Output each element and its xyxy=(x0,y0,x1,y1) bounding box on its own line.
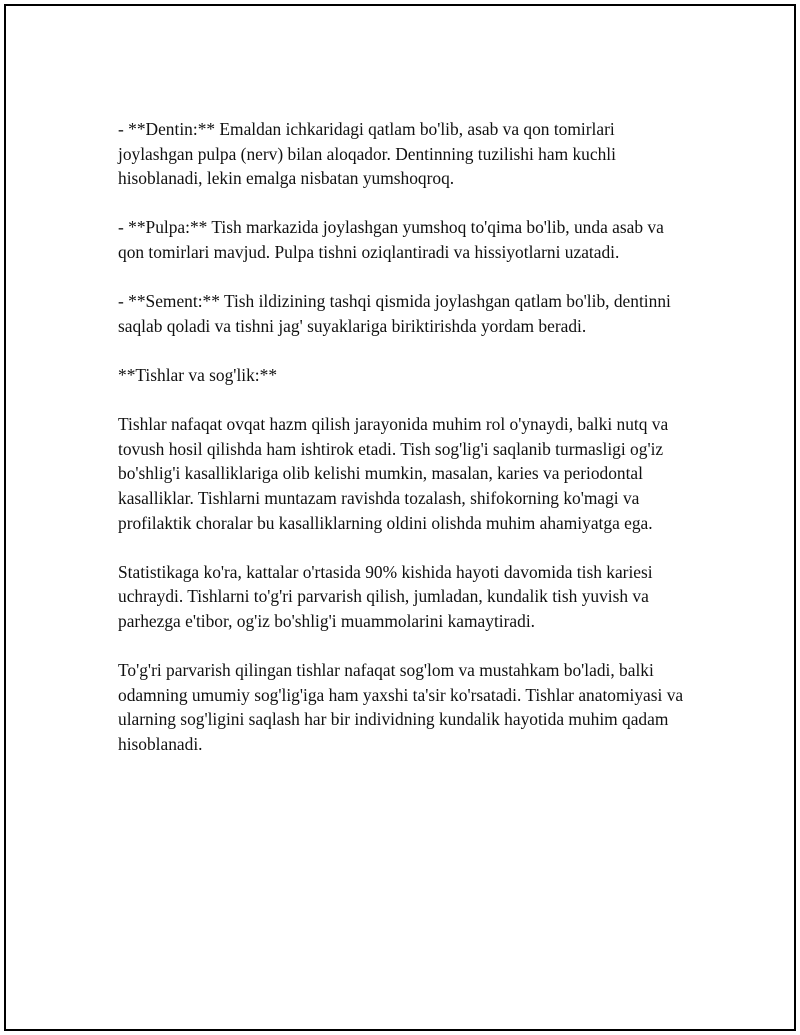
paragraph-pulpa: - **Pulpa:** Tish markazida joylashgan yumshoq to'qima bo'lib, unda asab va qon tomirlari mavjud. Pulpa tishni oziqlantiradi va hissiyotlarni uzatadi. xyxy=(118,217,664,262)
paragraph-tishlar-va-soglik: Tishlar nafaqat ovqat hazm qilish jarayonida muhim rol o'ynaydi, balki nutq va tovush hosil qilishda ham ishtirok etadi. Tish sog'lig'i saqlanib turmasligi og'iz bo'shlig'i kasalliklariga olib kelishi mumkin, masalan, karies va periodontal kasalliklar. Tishlarni muntazam ravishda tozalash, shifokorning ko'magi va profilaktik choralar bu kasalliklarning oldini olishda muhim ahamiyatga ega. xyxy=(118,414,669,533)
paragraph-sement: - **Sement:** Tish ildizining tashqi qismida joylashgan qatlam bo'lib, dentinni saqlab qoladi va tishni jag' suyaklariga biriktirishda yordam beradi. xyxy=(118,291,671,336)
paragraph-dentin: - **Dentin:** Emaldan ichkaridagi qatlam bo'lib, asab va qon tomirlari joylashgan pulpa (nerv) bilan aloqador. Dentinning tuzilishi ham kuchli hisoblanadi, lekin emalga nisbatan yumshoqroq. xyxy=(118,119,616,189)
section-heading: **Tishlar va sog'lik:** xyxy=(118,364,278,385)
paragraph-xulosa: To'g'ri parvarish qilingan tishlar nafaqat sog'lom va mustahkam bo'ladi, balki odamning umumiy sog'lig'iga ham yaxshi ta'sir ko'rsatadi. Tishlar anatomiyasi va ularning sog'ligini saqlash har bir individning kundalik hayotida muhim qadam hisoblanadi. xyxy=(118,660,684,754)
document-body xyxy=(118,117,688,781)
paragraph-statistika: Statistikaga ko'ra, kattalar o'rtasida 90% kishida hayoti davomida tish kariesi uchraydi. Tishlarni to'g'ri parvarish qilish, jumladan, kundalik tish yuvish va parhezga e'tibor, og'iz bo'shlig'i muammolarini kamaytiradi. xyxy=(118,561,653,631)
